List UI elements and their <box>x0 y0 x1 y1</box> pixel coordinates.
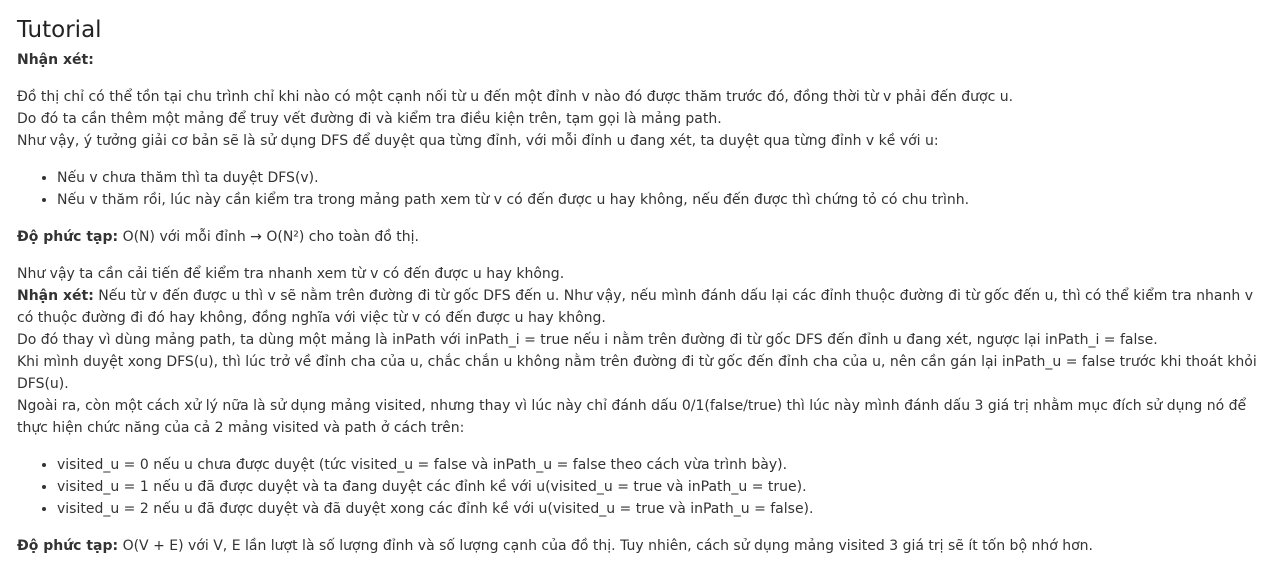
list-item: • visited_u = 0 nếu u chưa được duyệt (tức visited_u = false và inPath_u = false theo cách vừa trình bày). <box>57 454 1269 476</box>
observation2-text: Nếu từ v đến được u thì v sẽ nằm trên đường đi từ gốc DFS đến u. Như vậy, nếu mình đánh dấu lại các đỉnh thuộc đường đi từ gốc đến u, thì có thể kiểm tra nhanh v có thuộc đường đi đó hay không, đồng nghĩa với việc từ v có đến được u hay không. <box>17 288 1253 326</box>
complexity-2 <box>17 535 1269 557</box>
list-item: • Nếu v chưa thăm thì ta duyệt DFS(v). <box>57 167 1269 189</box>
observation-2 <box>17 285 1269 329</box>
basic-approach-list <box>17 167 1269 211</box>
observation2-label: Nhận xét: <box>17 288 94 304</box>
improve-line: Như vậy ta cần cải tiến để kiểm tra nhanh xem từ v có đến được u hay không. <box>17 266 565 282</box>
complexity-text: O(N) với mỗi đỉnh → O(N²) cho toàn đồ thị. <box>122 229 419 245</box>
visited-intro: Ngoài ra, còn một cách xử lý nữa là sử dụng mảng visited, nhưng thay vì lúc này chỉ đánh dấu 0/1(false/true) thì lúc này mình đánh dấu 3 giá trị nhằm mục đích sử dụng nó để thực hiện chức năng của cả 2 mảng visited và path ở cách trên: <box>17 398 1247 436</box>
observation-line: Do đó ta cần thêm một mảng để truy vết đường đi và kiểm tra điều kiện trên, tạm gọi là mảng path. <box>17 111 722 127</box>
list-item: • Nếu v thăm rồi, lúc này cần kiểm tra trong mảng path xem từ v có đến được u hay không, nếu đến được thì chứng tỏ có chu trình. <box>57 189 1269 211</box>
visited-list <box>17 454 1269 520</box>
complexity-label: Độ phức tạp: <box>17 538 119 554</box>
page-title: Tutorial <box>17 17 102 43</box>
complexity-text: O(V + E) với V, E lần lượt là số lượng đỉnh và số lượng cạnh của đồ thị. Tuy nhiên, cách sử dụng mảng visited 3 giá trị sẽ ít tốn bộ nhớ hơn. <box>122 538 1093 554</box>
tutorial-content <box>17 14 1269 557</box>
inpath-line: Do đó thay vì dùng mảng path, ta dùng một mảng là inPath với inPath_i = true nếu i nằm trên đường đi từ gốc DFS đến đỉnh u đang xét, ngược lại inPath_i = false. <box>17 332 1158 348</box>
complexity-label: Độ phức tạp: <box>17 229 119 245</box>
observation-heading: Nhận xét: <box>17 52 94 68</box>
exit-line: Khi mình duyệt xong DFS(u), thì lúc trở về đỉnh cha của u, chắc chắn u không nằm trên đường đi từ gốc đến đỉnh cha của u, nên cần gán lại inPath_u = false trước khi thoát khỏi DFS(u). <box>17 354 1257 392</box>
list-item: • visited_u = 1 nếu u đã được duyệt và ta đang duyệt các đỉnh kề với u(visited_u = true và inPath_u = true). <box>57 476 1269 498</box>
observation-line: Như vậy, ý tưởng giải cơ bản sẽ là sử dụng DFS để duyệt qua từng đỉnh, với mỗi đỉnh u đang xét, ta duyệt qua từng đỉnh v kề với u: <box>17 133 939 149</box>
complexity-1 <box>17 226 1269 248</box>
list-item: • visited_u = 2 nếu u đã được duyệt và đã duyệt xong các đỉnh kề với u(visited_u = true và inPath_u = false). <box>57 498 1269 520</box>
observation-line: Đồ thị chỉ có thể tồn tại chu trình chỉ khi nào có một cạnh nối từ u đến một đỉnh v nào đó được thăm trước đó, đồng thời từ v phải đến được u. <box>17 89 1014 105</box>
